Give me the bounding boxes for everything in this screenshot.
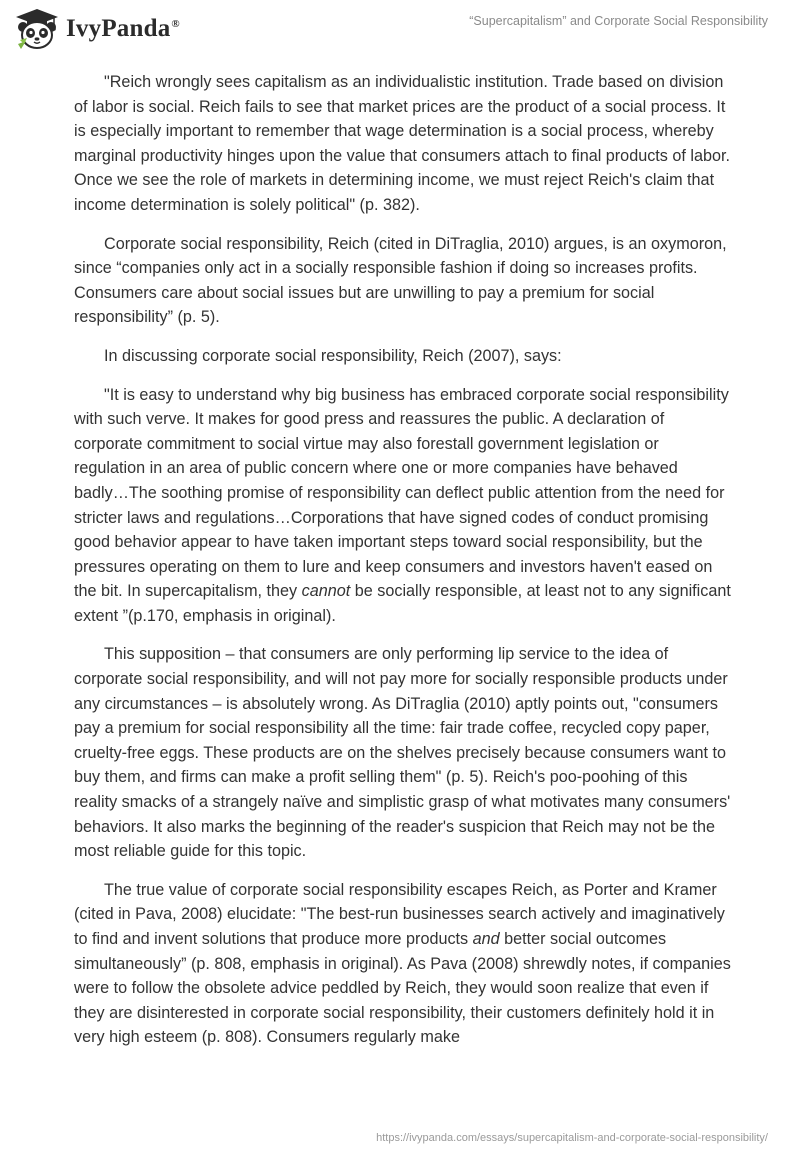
emphasis-cannot: cannot: [301, 582, 351, 601]
paragraph-big-business-quote: [74, 383, 734, 629]
paragraph-supposition: This supposition – that consumers are only performing lip service to the idea of corporate social responsibility, and will not pay more for socially responsible products under any circumstances – is absolutely wrong. As DiTraglia (2010) aptly points out, "consumers pay a premium for social responsibility all the time: fair trade coffee, recycled copy paper, cruelty-free eggs. These products are on the shelves precisely because consumers want to buy them, and firms can make a profit selling them" (p. 5). Reich's poo-poohing of this reality smacks of a strangely naïve and simplistic grasp of what motivates many consumers' behaviors. It also marks the beginning of the reader's suspicion that Reich may not be the most reliable guide for this topic.: [74, 645, 731, 861]
source-url[interactable]: https://ivypanda.com/essays/supercapitalism-and-corporate-social-responsibility/: [376, 1132, 768, 1144]
document-title: “Supercapitalism” and Corporate Social Responsibility: [469, 14, 768, 28]
panda-mascot-icon: [14, 8, 60, 50]
paragraph-true-value: [74, 878, 734, 1050]
emphasis-and: and: [472, 930, 500, 948]
text-segment: "It is easy to understand why big business has embraced corporate social responsibility with such verve. It makes for good press and reassures the public. A declaration of corporate commitment to social virtue may also forestall government legislation or regulation in an area of public concern where one or more companies have behaved badly…The soothing promise of responsibility can deflect public attention from the need for stricter laws and regulations…Corporations that have signed codes of conduct promising good behavior appear to have taken important steps toward social responsibility, but the pressures operating on them to lure and keep consumers and investors haven't eased on the bit. In supercapitalism, they: [74, 385, 729, 601]
text-segment: The true value of corporate social responsibility escapes Reich, as Porter and Kramer (cited in Pava, 2008) elucidate: "The best-run businesses search actively and imaginatively to find and invent solutions that produce more products: [74, 880, 725, 948]
text-segment: be socially responsible, at least not to any significant extent ”(p.170, emphasis in original).: [74, 582, 731, 625]
essay-body: [74, 70, 734, 1064]
paragraph-reich-quote: "Reich wrongly sees capitalism as an individualistic institution. Trade based on division of labor is social. Reich fails to see that market prices are the product of a social process. It is especially important to remember that wage determination is a social process, whereby marginal productivity hinges upon the value that consumers attach to final products of labor. Once we see the role of markets in determining income, we must reject Reich's claim that income determination is solely political" (p. 382).: [74, 73, 730, 214]
paragraph-intro-quote: In discussing corporate social responsibility, Reich (2007), says:: [104, 346, 562, 365]
ivypanda-logo[interactable]: [14, 8, 180, 50]
paragraph-oxymoron: Corporate social responsibility, Reich (cited in DiTraglia, 2010) argues, is an oxymoron, since “companies only act in a socially responsible fashion if doing so increases profits. Consumers care about social issues but are unwilling to pay a premium for social responsibility” (p. 5).: [74, 234, 727, 327]
text-segment: better social outcomes simultaneously” (p. 808, emphasis in original). As Pava (2008) shrewdly notes, if companies were to follow the obsolete advice peddled by Reich, they would soon realize that even if they are disinterested in corporate social responsibility, their customers definitely hold it in very high esteem (p. 808). Consumers regularly make: [74, 930, 731, 1047]
registered-mark: ®: [171, 17, 180, 30]
page-header: [0, 0, 800, 60]
logo-wordmark: IvyPanda®: [66, 15, 180, 42]
